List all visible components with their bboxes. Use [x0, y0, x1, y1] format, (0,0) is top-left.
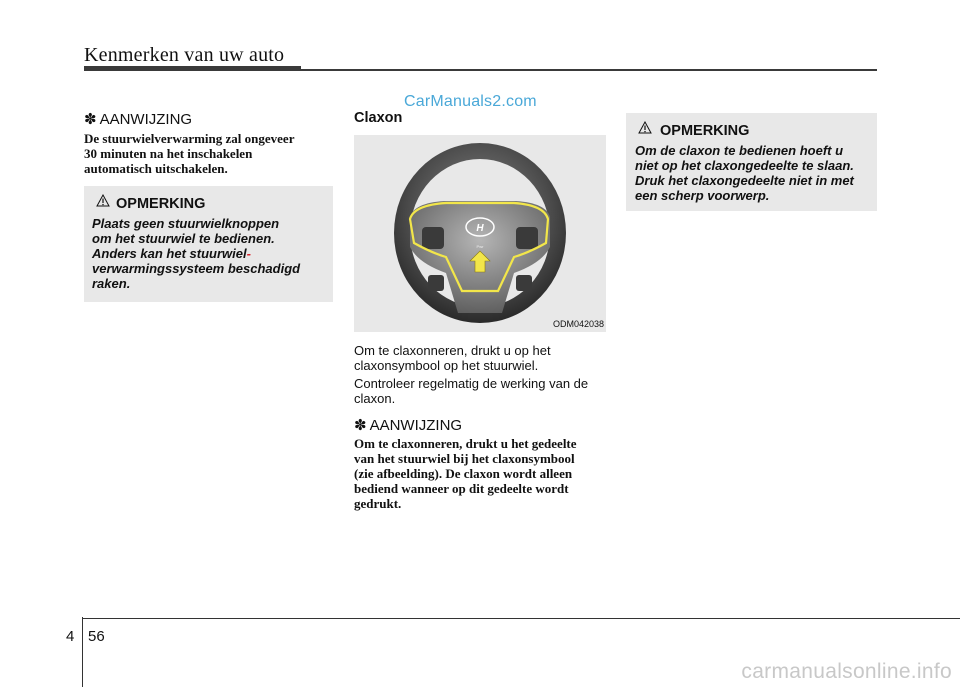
steering-wheel-illustration	[354, 135, 606, 332]
watermark-bottom: carmanualsonline.info	[741, 660, 952, 683]
left-button-panel	[422, 227, 444, 249]
watermark-top: CarManuals2.com	[404, 93, 537, 110]
warning-triangle-icon	[96, 194, 110, 207]
note-line: bediend wanneer op dit gedeelte wordt	[354, 481, 569, 496]
note-star-icon: ✽	[354, 417, 367, 434]
warning-box-left	[84, 186, 333, 302]
paragraph-line: Om te claxonneren, drukt u op het	[354, 343, 551, 358]
right-button-panel	[516, 227, 538, 249]
warning-line: Druk het claxongedeelte niet in met	[635, 173, 854, 188]
note-body-left	[84, 131, 333, 176]
warning-line-text: Anders kan het stuurwiel	[92, 246, 247, 261]
paragraph-line: Controleer regelmatig de werking van de	[354, 376, 589, 391]
header-rule-thick	[84, 66, 301, 71]
paragraph-line: claxon.	[354, 391, 396, 406]
warning-triangle-icon	[638, 121, 652, 134]
page-number: 56	[88, 628, 105, 645]
red-hyphen: -	[246, 246, 251, 261]
warning-line: om het stuurwiel te bedienen.	[92, 231, 275, 246]
warning-title: OPMERKING	[660, 123, 750, 139]
warning-line: Om de claxon te bedienen hoeft u	[635, 143, 844, 158]
warning-line: verwarmingssysteem beschadigd	[92, 261, 301, 276]
running-header: Kenmerken van uw auto	[84, 44, 285, 66]
note-line: Om te claxonneren, drukt u het gedeelte	[354, 436, 577, 451]
emblem-label: H	[476, 223, 484, 234]
note-heading-middle	[354, 416, 462, 434]
paragraph-line: claxonsymbool op het stuurwiel.	[354, 358, 539, 373]
warning-title: OPMERKING	[116, 196, 206, 212]
note-heading-left	[84, 110, 192, 128]
paragraph-2	[354, 376, 606, 406]
warning-line: Plaats geen stuurwielknoppen	[92, 216, 280, 231]
warning-line: raken.	[92, 276, 131, 291]
note-line: 30 minuten na het inschakelen	[84, 146, 253, 161]
warning-box-right	[626, 113, 877, 211]
warning-body	[92, 216, 326, 291]
note-star-icon: ✽	[84, 111, 97, 128]
warning-line	[92, 246, 326, 261]
footer-rule	[82, 618, 960, 619]
figure-caption: ODM042038	[552, 319, 604, 329]
warning-body	[635, 143, 869, 203]
note-line: automatisch uitschakelen.	[84, 161, 228, 176]
warning-line: niet op het claxongedeelte te slaan.	[635, 158, 854, 173]
header-rule-thin	[301, 69, 877, 71]
small-label: Pwr	[476, 244, 484, 249]
note-body-middle	[354, 436, 606, 511]
note-line: De stuurwielverwarming zal ongeveer	[84, 131, 295, 146]
chapter-number: 4	[66, 628, 75, 645]
note-line: (zie afbeelding). De claxon wordt alleen	[354, 466, 573, 481]
warning-line: een scherp voorwerp.	[635, 188, 770, 203]
note-line: van het stuurwiel bij het claxonsymbool	[354, 451, 575, 466]
left-lower-buttons	[428, 275, 444, 291]
steering-wheel-figure	[354, 135, 606, 332]
note-line: gedrukt.	[354, 496, 402, 511]
right-lower-buttons	[516, 275, 532, 291]
note-heading-text: AANWIJZING	[99, 111, 193, 128]
footer-divider	[82, 617, 83, 687]
note-heading-text: AANWIJZING	[369, 417, 463, 434]
paragraph-1	[354, 343, 606, 373]
section-title: Claxon	[354, 110, 403, 126]
